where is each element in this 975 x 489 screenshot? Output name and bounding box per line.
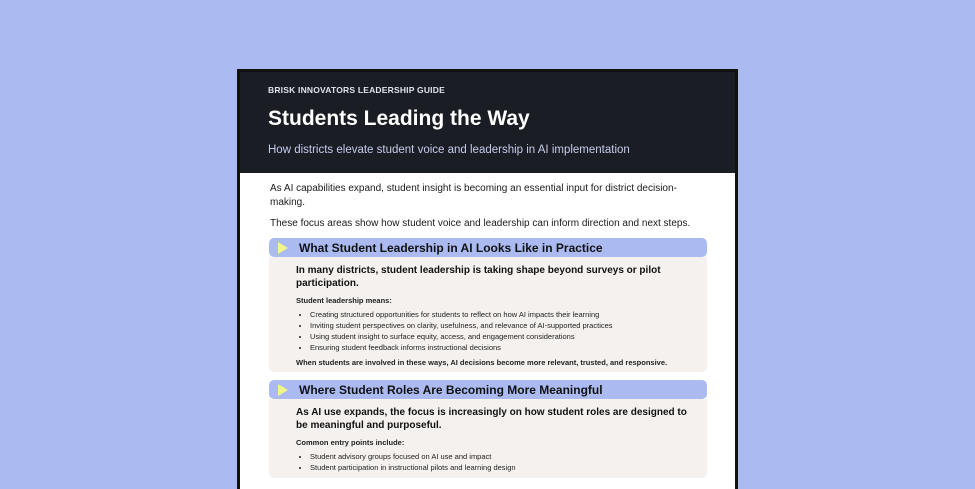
section-lead: In many districts, student leadership is taking shape beyond surveys or pilot participation. (296, 265, 661, 289)
section-title: Where Student Roles Are Becoming More Meaningful (299, 382, 603, 397)
list-item: • Creating structured opportunities for students to reflect on how AI impacts their learning (310, 309, 697, 320)
section-lead: As AI use expands, the focus is increasingly on how student roles are designed to be meaningful and purposeful. (296, 407, 687, 431)
page-subtitle: How districts elevate student voice and leadership in AI implementation (268, 144, 630, 156)
section-panel (269, 399, 707, 478)
triangle-marker-icon (278, 242, 288, 254)
guide-document (237, 69, 738, 489)
intro-paragraph: As AI capabilities expand, student insight is becoming an essential input for district decision-making. (270, 183, 677, 208)
triangle-marker-icon (278, 384, 288, 396)
document-body (240, 173, 735, 478)
page-title: Students Leading the Way (268, 107, 530, 130)
section-header (269, 238, 707, 257)
section-header (269, 380, 707, 399)
list-item: • Ensuring student feedback informs instructional decisions (310, 342, 697, 353)
section-closing: When students are involved in these ways, AI decisions become more relevant, trusted, and responsive. (296, 358, 668, 367)
list-item: • Using student insight to surface equity, access, and engagement considerations (310, 331, 697, 342)
list-item: • Student advisory groups focused on AI use and impact (310, 451, 697, 462)
list-item: • Student participation in instructional pilots and learning design (310, 462, 697, 473)
document-header (240, 72, 735, 173)
guide-eyebrow: BRISK INNOVATORS LEADERSHIP GUIDE (268, 85, 445, 95)
section-panel (269, 257, 707, 372)
section-title: What Student Leadership in AI Looks Like in Practice (299, 240, 603, 255)
list-label: Common entry points include: (296, 438, 405, 447)
list-label: Student leadership means: (296, 296, 392, 305)
list-item: • Inviting student perspectives on clarity, usefulness, and relevance of AI-supported practices (310, 320, 697, 331)
bullet-list (310, 309, 697, 353)
bullet-list (310, 451, 697, 473)
intro-paragraph: These focus areas show how student voice and leadership can inform direction and next steps. (270, 218, 691, 229)
